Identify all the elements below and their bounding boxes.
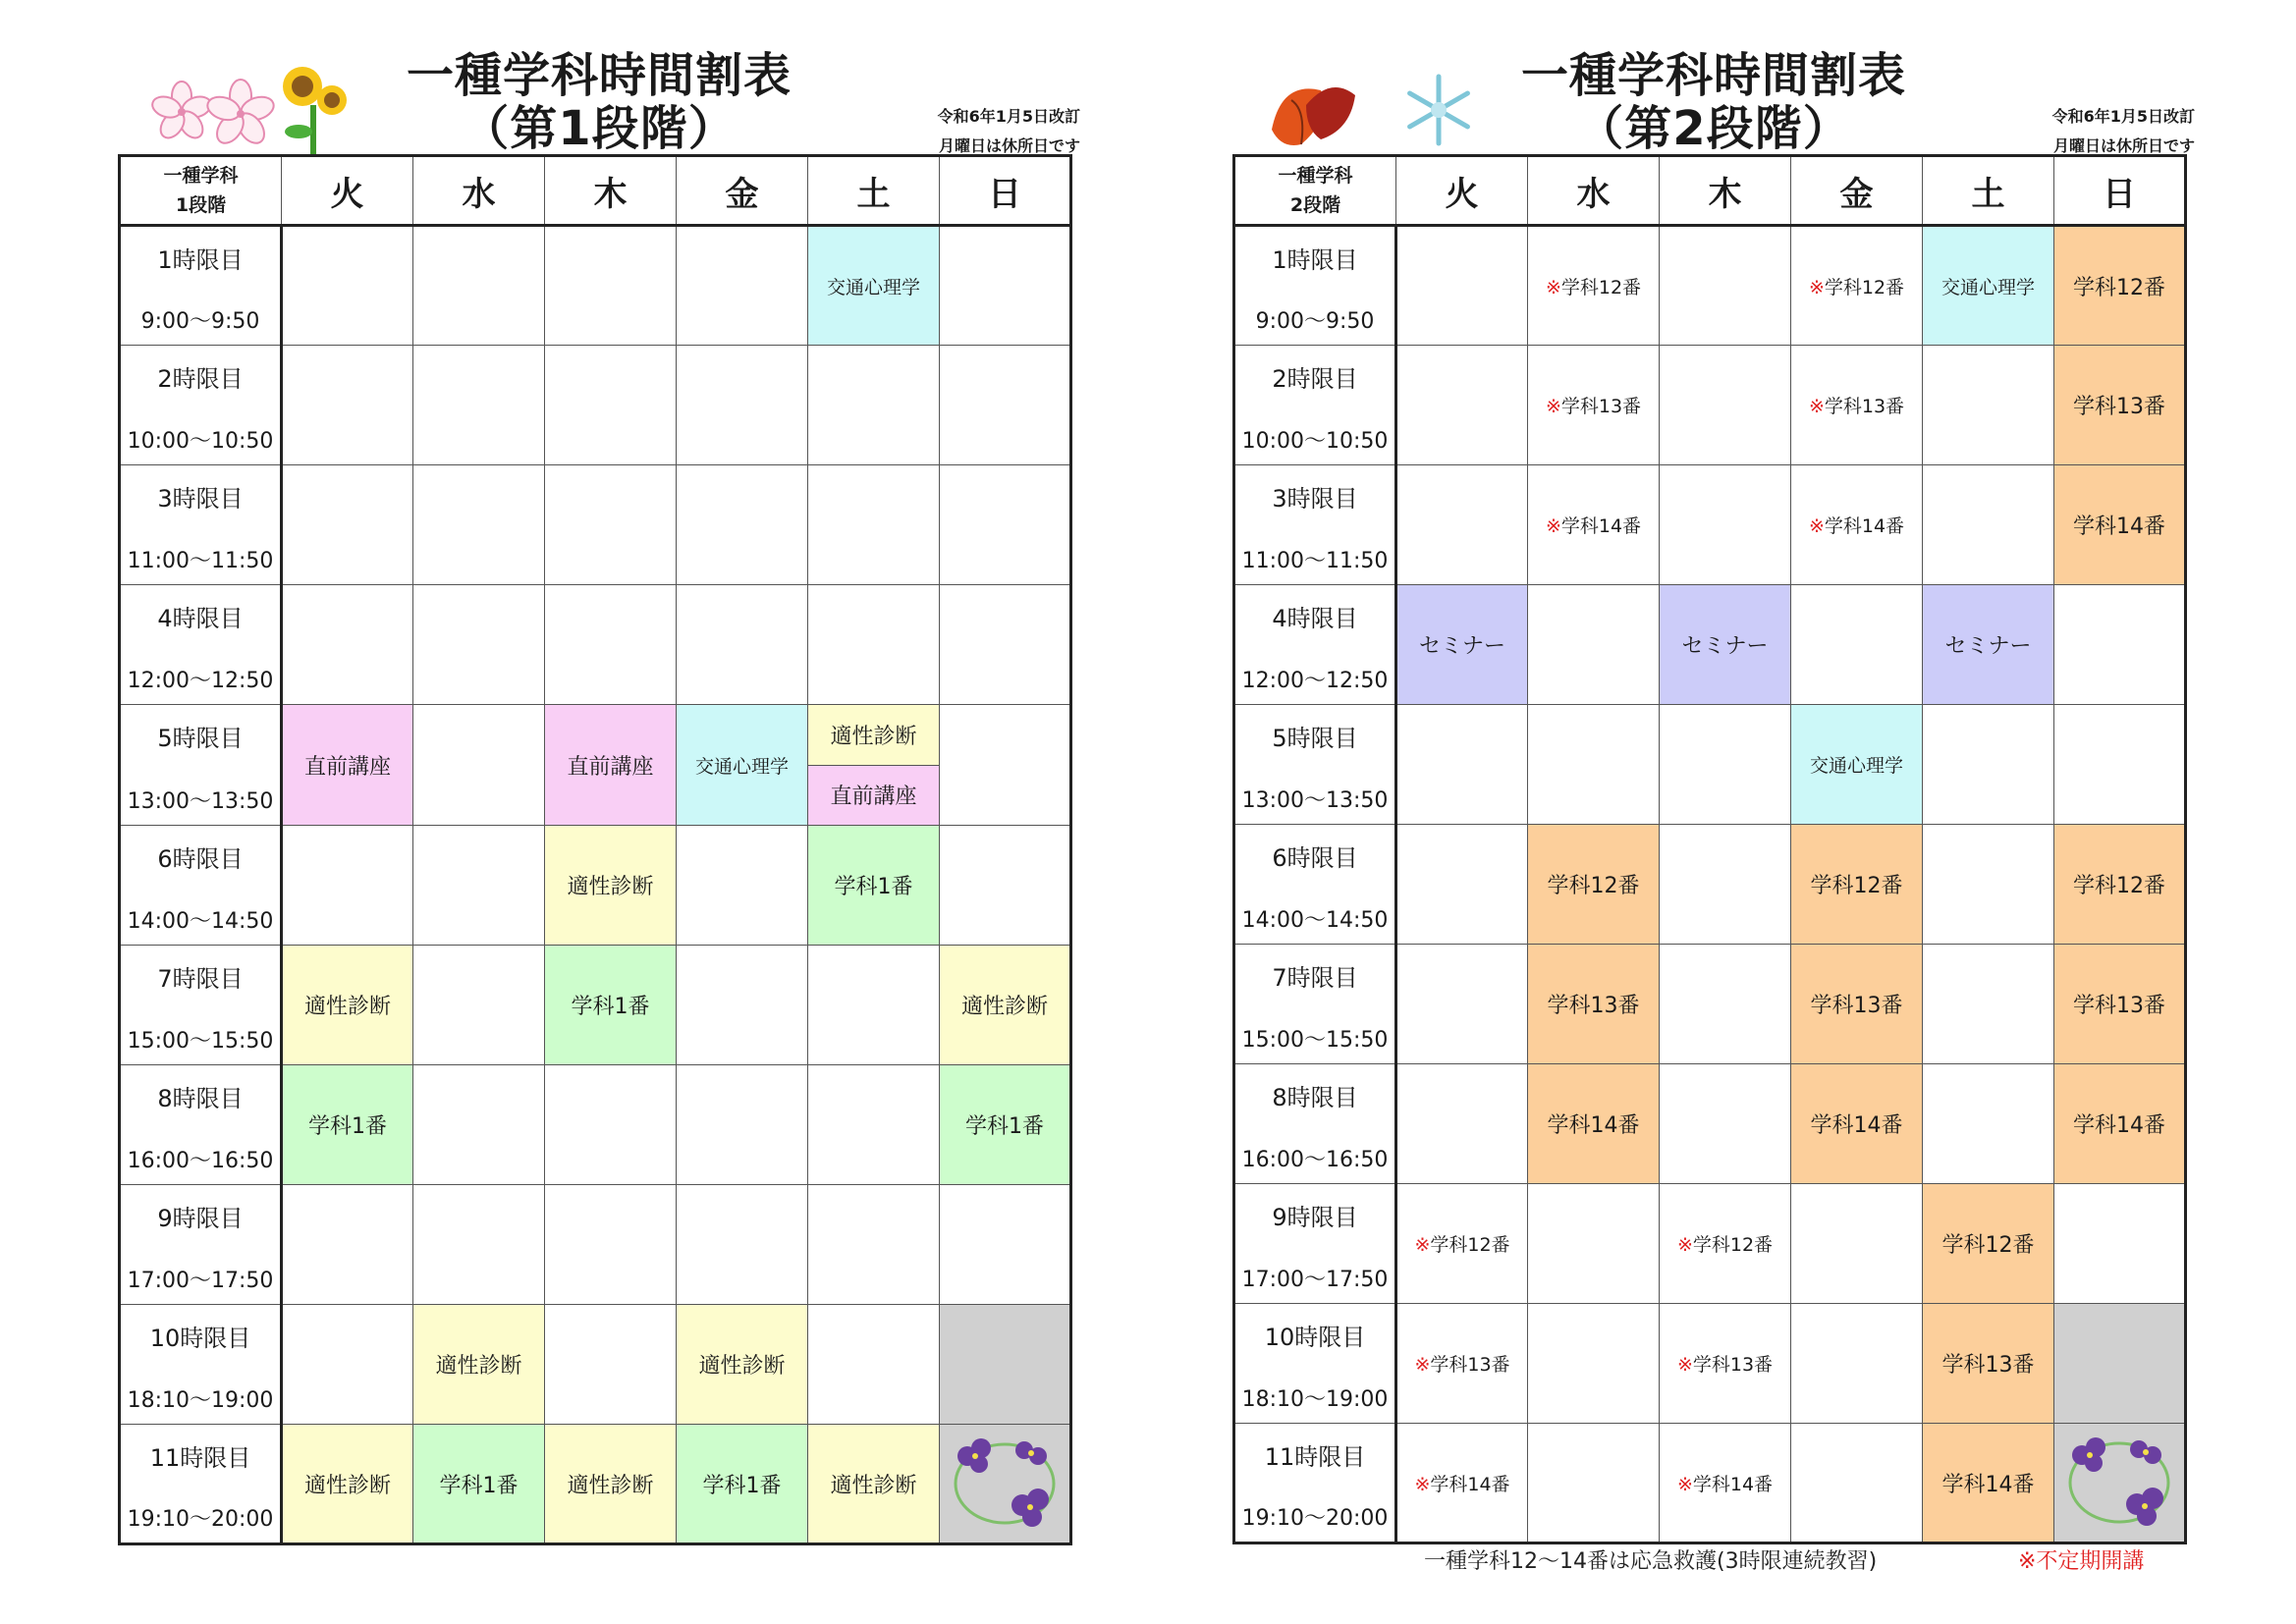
class-cell — [413, 1185, 545, 1305]
class-cell — [1660, 226, 1791, 346]
table-row — [120, 1185, 1071, 1305]
period-label: 3時限目 11:00～11:50 — [120, 465, 282, 585]
holiday-note: 月曜日は休所日です — [938, 136, 1080, 155]
day-header-sun: 日 — [940, 156, 1071, 226]
class-cell — [1396, 226, 1528, 346]
irregular-class-cell: ※学科14番 — [1791, 465, 1923, 585]
revision-note: 令和6年1月5日改訂 — [937, 107, 1080, 126]
irregular-class-cell: ※学科13番 — [1660, 1304, 1791, 1424]
table-row — [120, 1065, 1071, 1185]
class-cell — [1528, 705, 1660, 825]
day-header-wed: 水 — [1528, 156, 1660, 226]
class-cell — [413, 346, 545, 465]
class-cell — [940, 585, 1071, 705]
corner-header: 一種学科 2段階 — [1234, 156, 1396, 226]
class-cell: 学科13番 — [2054, 945, 2186, 1064]
class-cell — [413, 705, 545, 826]
day-header-sun: 日 — [2054, 156, 2186, 226]
corner-header: 一種学科 1段階 — [120, 156, 282, 226]
violet-flowers-icon — [2060, 1426, 2178, 1534]
table-row — [1234, 1184, 2186, 1304]
day-header-thu: 木 — [1660, 156, 1791, 226]
period-label: 3時限目 11:00～11:50 — [1234, 465, 1396, 585]
table-row — [120, 946, 1071, 1065]
class-cell: 学科14番 — [1791, 1064, 1923, 1184]
period-label: 7時限目 15:00～15:50 — [120, 946, 282, 1065]
period-label: 6時限目 14:00～14:50 — [1234, 825, 1396, 945]
class-cell: 交通心理学 — [677, 705, 808, 826]
class-cell — [1791, 1184, 1923, 1304]
day-header-sat: 土 — [808, 156, 940, 226]
table-row — [1234, 1064, 2186, 1184]
class-cell — [1660, 1064, 1791, 1184]
day-header-thu: 木 — [545, 156, 677, 226]
class-cell: 適性診断 — [808, 1425, 940, 1544]
timetable-stage2 — [1232, 0, 2195, 1624]
revision-note: 令和6年1月5日改訂 — [2051, 107, 2195, 126]
table-row — [1234, 945, 2186, 1064]
closed-cell — [940, 1305, 1071, 1425]
class-cell — [413, 1065, 545, 1185]
class-cell — [940, 226, 1071, 346]
irregular-class-cell: ※学科13番 — [1396, 1304, 1528, 1424]
class-cell — [808, 346, 940, 465]
class-cell — [1923, 705, 2054, 825]
footer-note: 一種学科12～14番は応急救護(3時限連続教習) — [1424, 1549, 1878, 1574]
class-cell: 学科14番 — [1528, 1064, 1660, 1184]
class-cell: 適性診断 — [413, 1305, 545, 1425]
irregular-legend: ※不定期開講 — [2018, 1549, 2145, 1574]
day-header-tue: 火 — [1396, 156, 1528, 226]
class-cell: 学科1番 — [808, 826, 940, 946]
class-cell: 学科13番 — [1528, 945, 1660, 1064]
irregular-class-cell: ※学科12番 — [1660, 1184, 1791, 1304]
irregular-class-cell: ※学科13番 — [1528, 346, 1660, 465]
period-label: 5時限目 13:00～13:50 — [120, 705, 282, 826]
period-label: 4時限目 12:00～12:50 — [120, 585, 282, 705]
table-row — [120, 1425, 1071, 1544]
irregular-class-cell: ※学科14番 — [1396, 1424, 1528, 1543]
class-cell — [413, 946, 545, 1065]
period-label: 1時限目 9:00～9:50 — [1234, 226, 1396, 346]
class-cell — [808, 465, 940, 585]
table-header-row — [120, 156, 1071, 226]
table-row — [1234, 825, 2186, 945]
table-row — [120, 1305, 1071, 1425]
class-cell-bottom: 直前講座 — [808, 766, 939, 826]
table-row — [1234, 1424, 2186, 1543]
class-cell: 学科12番 — [2054, 825, 2186, 945]
period-label: 2時限目 10:00～10:50 — [1234, 346, 1396, 465]
class-cell: 学科14番 — [1923, 1424, 2054, 1543]
class-cell — [545, 585, 677, 705]
class-cell — [1923, 346, 2054, 465]
class-cell: 学科1番 — [545, 946, 677, 1065]
class-cell — [1396, 465, 1528, 585]
class-cell: 適性診断 — [282, 1425, 413, 1544]
day-header-sat: 土 — [1923, 156, 2054, 226]
table-row — [1234, 585, 2186, 705]
closed-cell — [2054, 1424, 2186, 1543]
class-cell: 適性診断 — [545, 1425, 677, 1544]
page-subtitle: （第2段階） — [1576, 101, 1851, 156]
class-cell — [940, 705, 1071, 826]
day-header-tue: 火 — [282, 156, 413, 226]
class-cell — [282, 346, 413, 465]
day-header-wed: 水 — [413, 156, 545, 226]
class-cell: 適性診断 — [677, 1305, 808, 1425]
period-label: 8時限目 16:00～16:50 — [120, 1065, 282, 1185]
class-cell — [808, 1065, 940, 1185]
class-cell: 学科14番 — [2054, 465, 2186, 585]
class-cell: 学科1番 — [282, 1065, 413, 1185]
class-cell: 学科12番 — [1528, 825, 1660, 945]
timetable-grid — [1232, 154, 2187, 1544]
class-cell: 直前講座 — [545, 705, 677, 826]
period-label: 11時限目 19:10～20:00 — [120, 1425, 282, 1544]
period-label: 10時限目 18:10～19:00 — [1234, 1304, 1396, 1424]
class-cell: セミナー — [1660, 585, 1791, 705]
table-row — [120, 585, 1071, 705]
holiday-note: 月曜日は休所日です — [2052, 136, 2195, 155]
irregular-class-cell: ※学科14番 — [1528, 465, 1660, 585]
class-cell — [1396, 346, 1528, 465]
irregular-class-cell: ※学科12番 — [1528, 226, 1660, 346]
period-label: 11時限目 19:10～20:00 — [1234, 1424, 1396, 1543]
class-cell — [413, 585, 545, 705]
class-cell — [808, 1305, 940, 1425]
class-cell — [940, 346, 1071, 465]
class-cell — [808, 1185, 940, 1305]
class-cell — [2054, 585, 2186, 705]
irregular-class-cell: ※学科12番 — [1396, 1184, 1528, 1304]
class-cell — [545, 226, 677, 346]
class-cell: 適性診断 — [545, 826, 677, 946]
class-cell — [1791, 1304, 1923, 1424]
class-cell — [1791, 585, 1923, 705]
class-cell: 交通心理学 — [808, 226, 940, 346]
class-cell — [1660, 705, 1791, 825]
class-cell — [940, 465, 1071, 585]
class-cell — [545, 465, 677, 585]
class-cell — [677, 465, 808, 585]
table-row — [120, 465, 1071, 585]
class-cell — [413, 465, 545, 585]
period-label: 1時限目 9:00～9:50 — [120, 226, 282, 346]
class-cell: 学科14番 — [2054, 1064, 2186, 1184]
class-cell — [2054, 1184, 2186, 1304]
class-cell — [808, 946, 940, 1065]
class-cell — [1923, 1064, 2054, 1184]
class-cell — [1528, 1304, 1660, 1424]
class-cell — [1660, 346, 1791, 465]
table-row — [1234, 1304, 2186, 1424]
period-label: 7時限目 15:00～15:50 — [1234, 945, 1396, 1064]
period-label: 9時限目 17:00～17:50 — [120, 1185, 282, 1305]
class-cell — [1660, 465, 1791, 585]
class-cell — [808, 585, 940, 705]
class-cell — [282, 465, 413, 585]
table-row — [120, 826, 1071, 946]
table-row — [1234, 226, 2186, 346]
class-cell — [677, 1065, 808, 1185]
period-label: 10時限目 18:10～19:00 — [120, 1305, 282, 1425]
table-row — [120, 346, 1071, 465]
table-row — [1234, 346, 2186, 465]
class-cell — [677, 946, 808, 1065]
page-title: 一種学科時間割表 — [406, 48, 792, 103]
class-cell: 学科13番 — [1923, 1304, 2054, 1424]
class-cell — [1923, 825, 2054, 945]
class-cell — [2054, 705, 2186, 825]
class-cell — [1528, 1184, 1660, 1304]
class-cell: セミナー — [1396, 585, 1528, 705]
class-cell — [1528, 1424, 1660, 1543]
class-cell — [940, 826, 1071, 946]
class-cell — [1923, 465, 2054, 585]
class-cell — [413, 226, 545, 346]
irregular-class-cell: ※学科14番 — [1660, 1424, 1791, 1543]
timetable-stage1 — [118, 0, 1080, 1624]
timetable-grid — [118, 154, 1072, 1545]
class-cell: 学科12番 — [1923, 1184, 2054, 1304]
page-subtitle: （第1段階） — [462, 101, 737, 156]
class-cell — [677, 585, 808, 705]
class-cell — [545, 1305, 677, 1425]
period-label: 2時限目 10:00～10:50 — [120, 346, 282, 465]
irregular-class-cell: ※学科12番 — [1791, 226, 1923, 346]
class-cell — [282, 585, 413, 705]
class-cell: 学科1番 — [413, 1425, 545, 1544]
class-cell — [677, 346, 808, 465]
period-label: 8時限目 16:00～16:50 — [1234, 1064, 1396, 1184]
class-cell — [1660, 945, 1791, 1064]
class-cell: 学科12番 — [2054, 226, 2186, 346]
class-cell: 学科12番 — [1791, 825, 1923, 945]
class-cell: 交通心理学 — [1791, 705, 1923, 825]
class-cell — [282, 226, 413, 346]
table-row — [120, 705, 1071, 826]
class-cell — [545, 1185, 677, 1305]
class-cell: 直前講座 — [282, 705, 413, 826]
irregular-class-cell: ※学科13番 — [1791, 346, 1923, 465]
table-row — [1234, 465, 2186, 585]
class-cell: 学科1番 — [677, 1425, 808, 1544]
closed-cell — [2054, 1304, 2186, 1424]
closed-cell — [940, 1425, 1071, 1544]
page-title: 一種学科時間割表 — [1520, 48, 1906, 103]
class-cell — [677, 1185, 808, 1305]
day-header-fri: 金 — [1791, 156, 1923, 226]
table-header-row — [1234, 156, 2186, 226]
table-row — [1234, 705, 2186, 825]
class-cell: 学科13番 — [2054, 346, 2186, 465]
class-cell — [1396, 945, 1528, 1064]
class-cell-split — [808, 705, 940, 826]
class-cell — [282, 826, 413, 946]
period-label: 4時限目 12:00～12:50 — [1234, 585, 1396, 705]
class-cell: 学科1番 — [940, 1065, 1071, 1185]
class-cell — [1791, 1424, 1923, 1543]
class-cell — [1660, 825, 1791, 945]
day-header-fri: 金 — [677, 156, 808, 226]
period-label: 9時限目 17:00～17:50 — [1234, 1184, 1396, 1304]
violet-flowers-icon — [946, 1427, 1064, 1535]
class-cell — [413, 826, 545, 946]
class-cell: 交通心理学 — [1923, 226, 2054, 346]
period-label: 6時限目 14:00～14:50 — [120, 826, 282, 946]
class-cell — [940, 1185, 1071, 1305]
class-cell — [677, 226, 808, 346]
class-cell — [1396, 825, 1528, 945]
class-cell: 適性診断 — [282, 946, 413, 1065]
class-cell: 適性診断 — [940, 946, 1071, 1065]
class-cell — [1528, 585, 1660, 705]
class-cell — [1396, 1064, 1528, 1184]
period-label: 5時限目 13:00～13:50 — [1234, 705, 1396, 825]
class-cell: 学科13番 — [1791, 945, 1923, 1064]
class-cell — [545, 1065, 677, 1185]
class-cell-top: 適性診断 — [808, 705, 939, 766]
class-cell — [545, 346, 677, 465]
class-cell — [282, 1305, 413, 1425]
class-cell — [677, 826, 808, 946]
class-cell — [1396, 705, 1528, 825]
table-row — [120, 226, 1071, 346]
class-cell: セミナー — [1923, 585, 2054, 705]
class-cell — [1923, 945, 2054, 1064]
class-cell — [282, 1185, 413, 1305]
